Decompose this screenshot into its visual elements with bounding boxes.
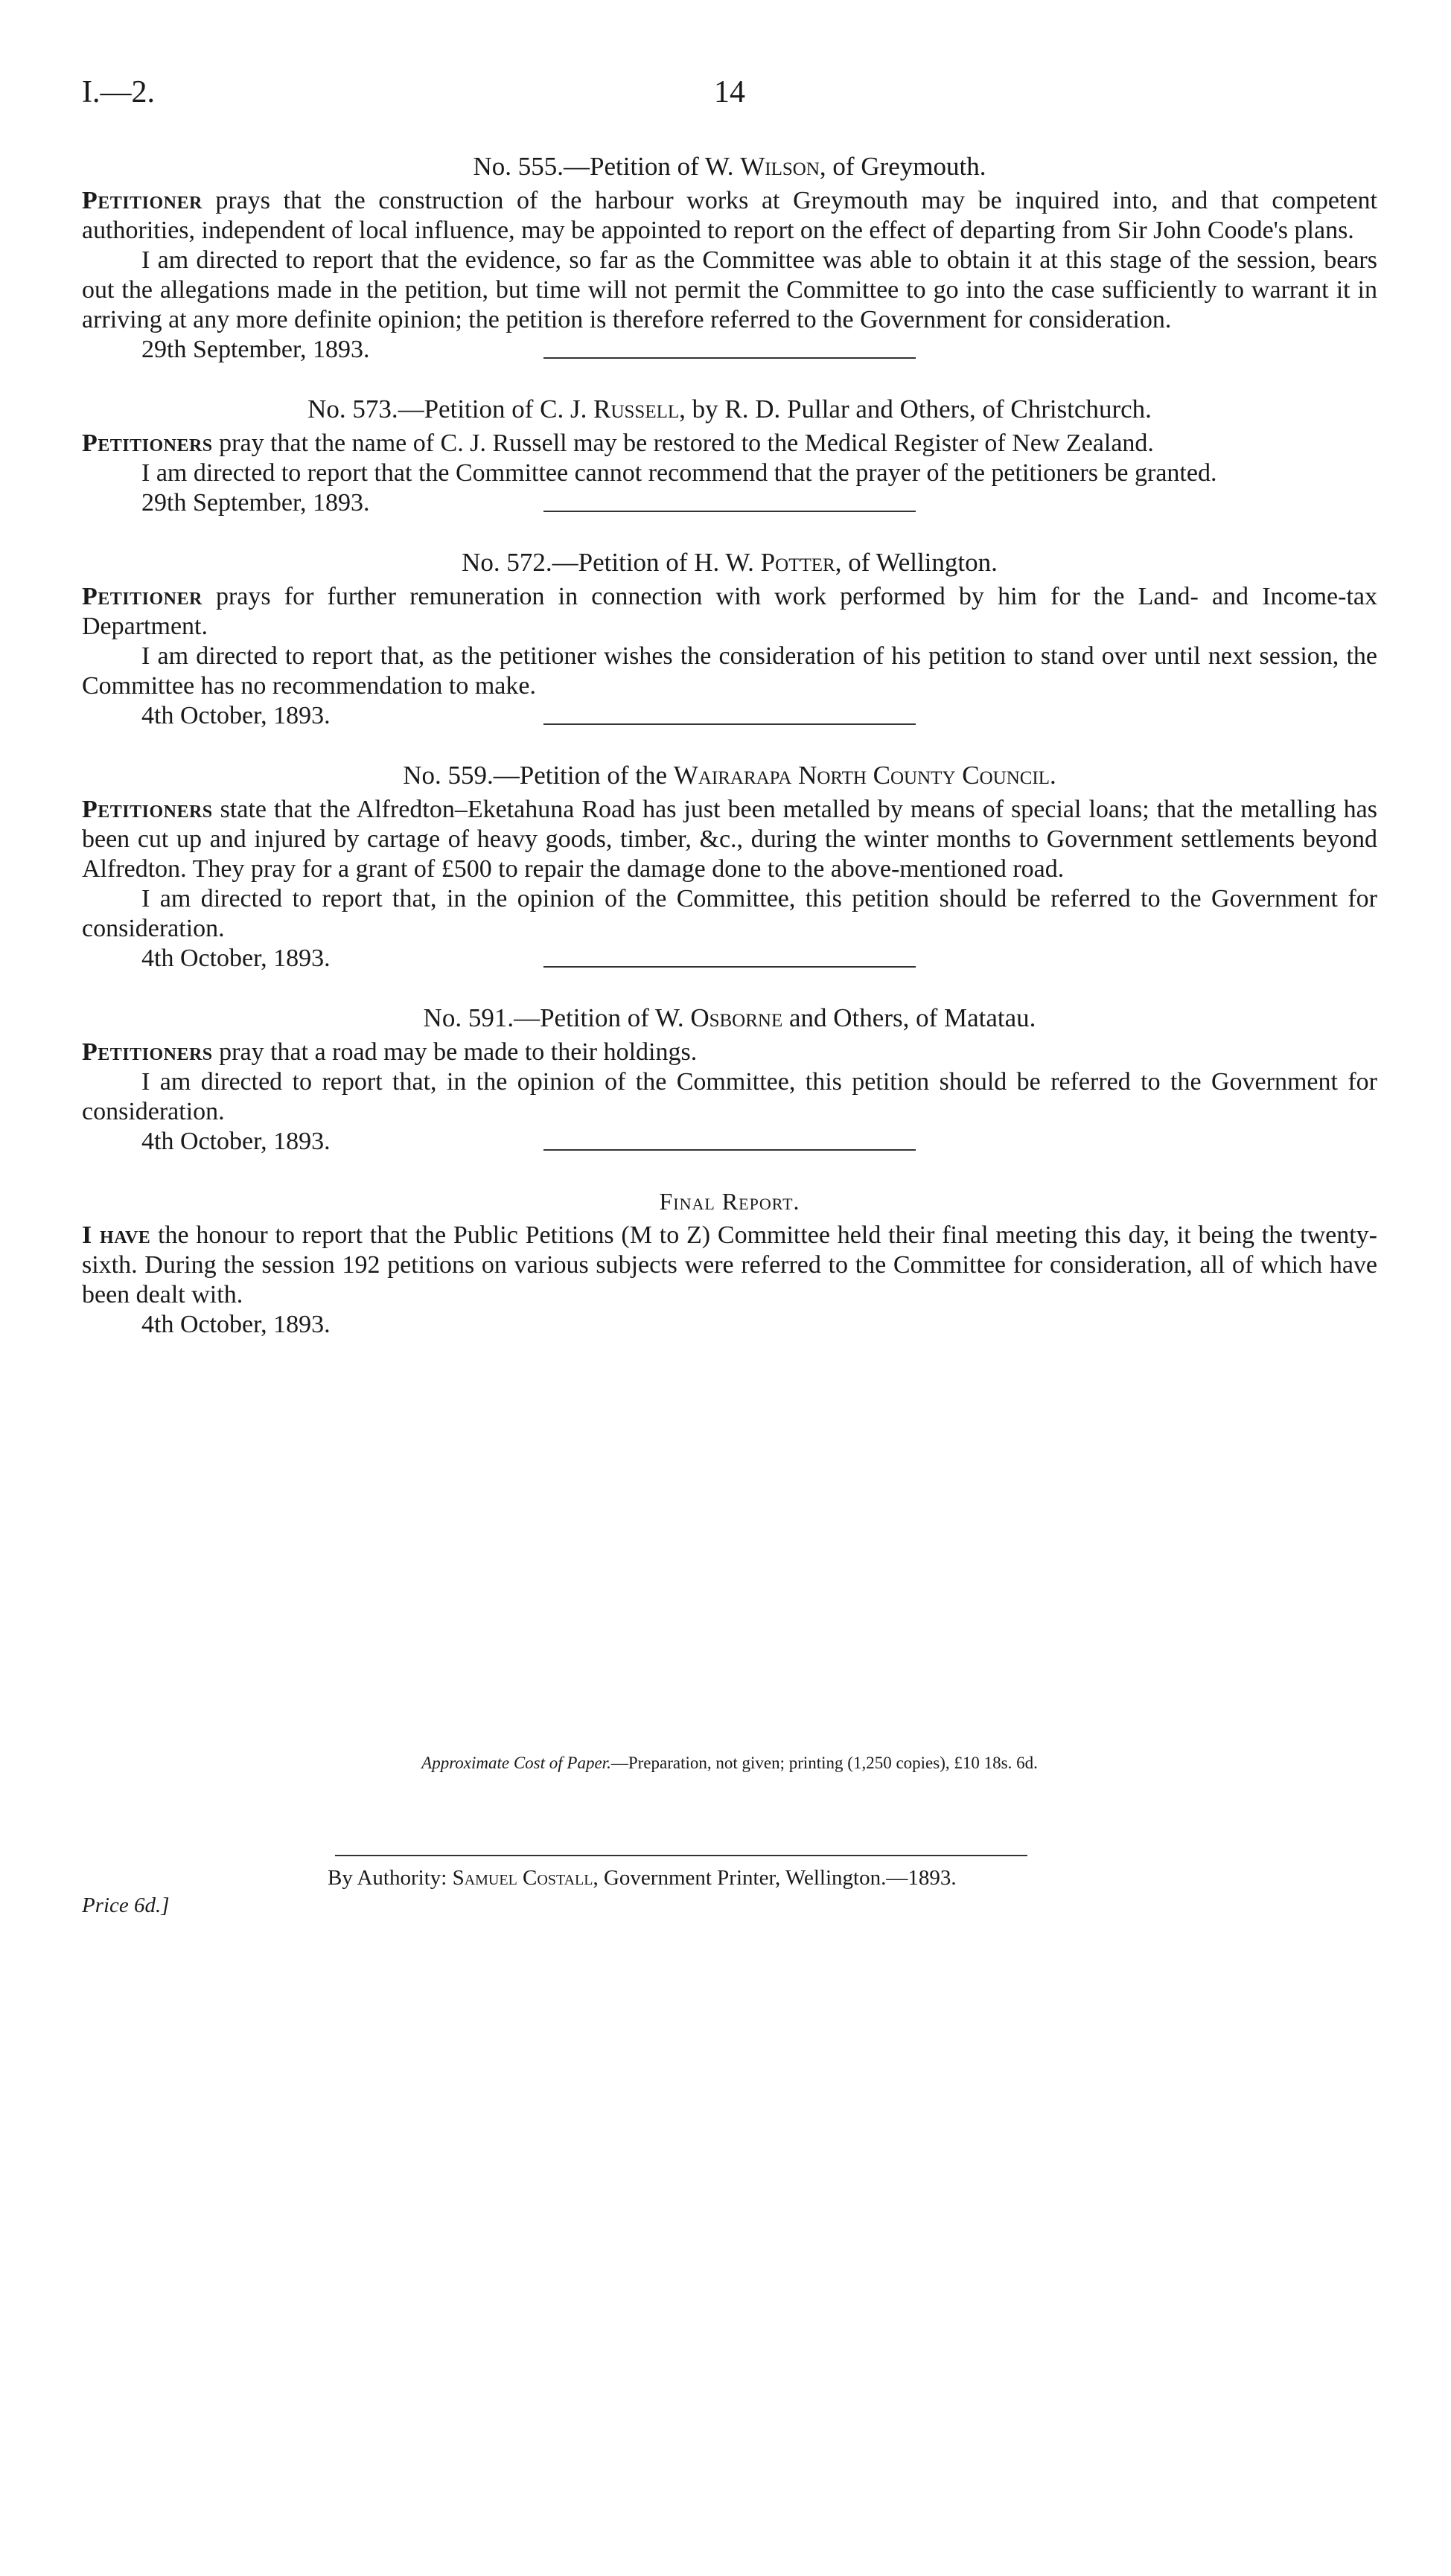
report-date: 4th October, 1893.: [141, 1311, 331, 1338]
report-date: 29th September, 1893.: [82, 335, 1377, 365]
petition-555: [82, 152, 1377, 365]
report-date: 29th September, 1893.: [82, 488, 1377, 518]
committee-report: I am directed to report that, in the opinion of the Committee, this petition should be referred to the Government for consideration.: [82, 885, 1377, 942]
final-report-title: Final Report.: [659, 1188, 800, 1215]
petition-title: No. 559.—Petition of the Wairarapa North County Council.: [403, 761, 1056, 790]
section-divider: [543, 723, 916, 725]
petition-title: No. 555.—Petition of W. Wilson, of Greymouth.: [473, 152, 986, 181]
section-divider: [543, 511, 916, 512]
page-number: 14: [714, 75, 745, 109]
committee-report: I am directed to report that, in the opinion of the Committee, this petition should be referred to the Government for consideration.: [82, 1068, 1377, 1125]
petitions-section: [82, 152, 1377, 1370]
petition-body: Petitioners state that the Alfredton–Eketahuna Road has just been metalled by means of special loans; that the metalling has been cut up and injured by cartage of heavy goods, timber, &c., during the winter months to Government settlements beyond Alfredton. They pray for a grant of £500 to repair the damage done to the above-mentioned road.: [82, 796, 1377, 883]
committee-report: I am directed to report that the Committee cannot recommend that the prayer of the petitioners be granted.: [141, 459, 1217, 487]
footer-divider: [335, 1855, 1027, 1856]
petition-body: Petitioners pray that a road may be made to their holdings.: [82, 1038, 698, 1066]
document-reference: I.—2.: [82, 75, 155, 109]
report-date: 4th October, 1893.: [82, 1127, 1377, 1157]
committee-report: I am directed to report that the evidence, so far as the Committee was able to obtain it at this stage of the session, bears out the allegations made in the petition, but time will not permit the Committee to go into the case sufficiently to warrant it in arriving at any more definite opinion; the petition is therefore referred to the Government for consideration.: [82, 246, 1377, 333]
petition-title: No. 572.—Petition of H. W. Potter, of Wellington.: [462, 548, 998, 577]
final-report-body: I have the honour to report that the Public Petitions (M to Z) Committee held their final meeting this day, it being the twenty-sixth. During the session 192 petitions on various subjects were referred to the Committee for consideration, all of which have been dealt with.: [82, 1221, 1377, 1308]
section-divider: [543, 1149, 916, 1151]
report-date: 4th October, 1893.: [82, 701, 1377, 731]
petition-559: [82, 761, 1377, 974]
report-date: 4th October, 1893.: [82, 944, 1377, 974]
petition-title: No. 591.—Petition of W. Osborne and Others, of Matatau.: [423, 1003, 1036, 1032]
petition-573: [82, 394, 1377, 518]
final-report: [82, 1186, 1377, 1340]
section-divider: [543, 966, 916, 968]
price-label: Price 6d.]: [82, 1893, 170, 1917]
petition-title: No. 573.—Petition of C. J. Russell, by R. D. Pullar and Others, of Christchurch.: [307, 394, 1152, 424]
page-header: [82, 74, 1377, 119]
committee-report: I am directed to report that, as the petitioner wishes the consideration of his petition to stand over until next session, the Committee has no recommendation to make.: [82, 642, 1377, 700]
petition-572: [82, 548, 1377, 731]
petition-591: [82, 1003, 1377, 1157]
petition-body: Petitioner prays for further remuneration in connection with work performed by him for the Land- and Income-tax Department.: [82, 583, 1377, 640]
section-divider: [543, 357, 916, 359]
printer-imprint: By Authority: Samuel Costall, Government Printer, Wellington.—1893.: [328, 1866, 957, 1890]
petition-body: Petitioners pray that the name of C. J. Russell may be restored to the Medical Register of New Zealand.: [82, 429, 1154, 457]
cost-of-paper-note: Approximate Cost of Paper.—Preparation, not given; printing (1,250 copies), £10 18s. 6d.: [421, 1754, 1038, 1772]
petition-body: Petitioner prays that the construction of the harbour works at Greymouth may be inquired into, and that competent authorities, independent of local influence, may be appointed to report on the effect of departing from Sir John Coode's plans.: [82, 187, 1377, 244]
